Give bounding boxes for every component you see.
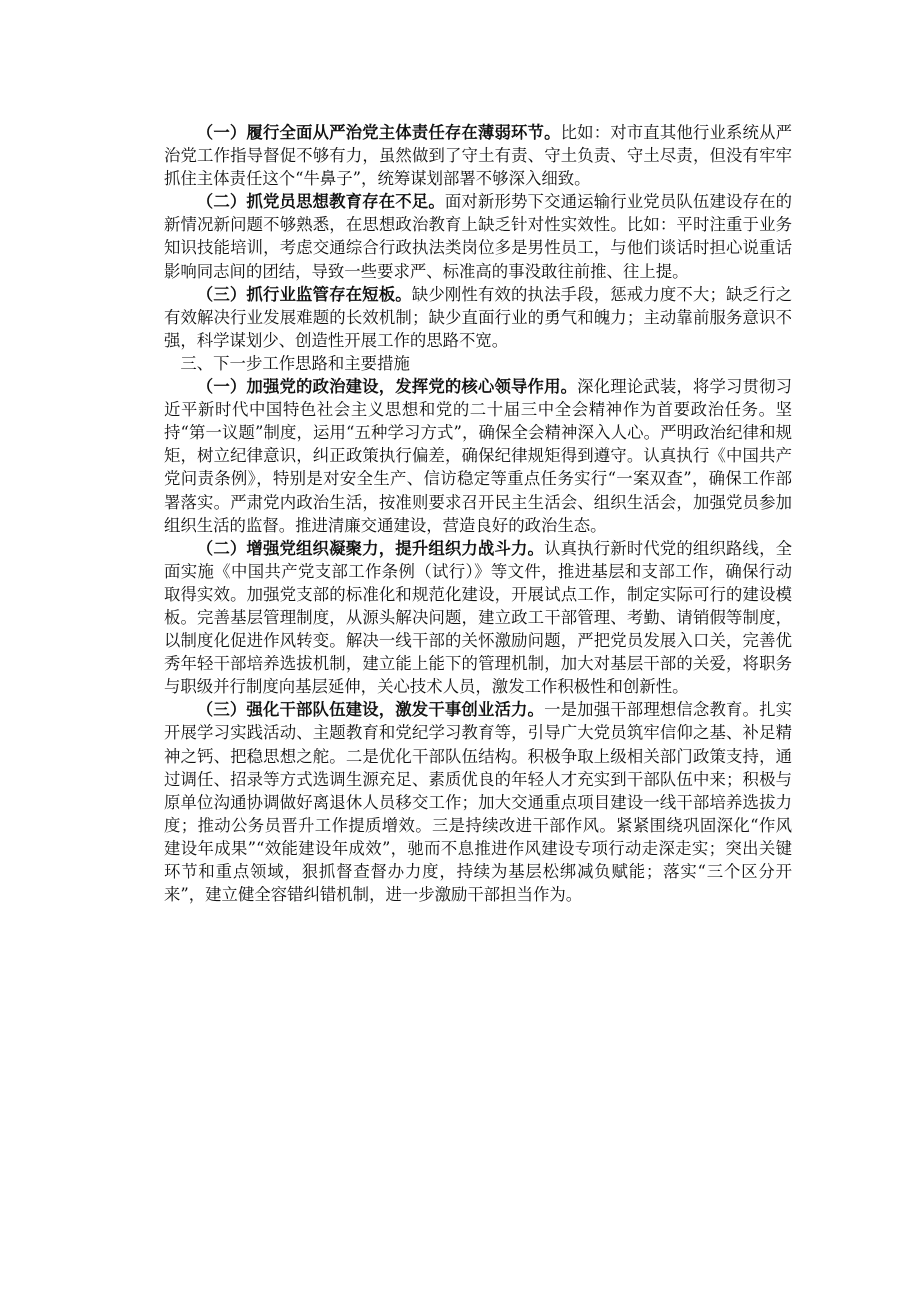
paragraph-weak-link bbox=[164, 121, 792, 190]
paragraph-organization-cohesion bbox=[164, 537, 792, 699]
paragraph-lead: （三）抓行业监管存在短板。 bbox=[196, 284, 412, 304]
paragraph-lead: （一）加强党的政治建设，发挥党的核心领导作用。 bbox=[196, 377, 578, 397]
paragraph-body: 比如：对市直其他行业系统从严治党工作指导督促不够有力，虽然做到了守土有责、守土负责、守土尽责，但没有牢牢抓住主体责任这个“牛鼻子”，统筹谋划部署不够深入细致。 bbox=[164, 123, 793, 189]
section-heading: 三、下一步工作思路和主要措施 bbox=[180, 353, 410, 373]
paragraph-lead: （二）增强党组织凝聚力，提升组织力战斗力。 bbox=[196, 538, 545, 558]
paragraph-industry-supervision bbox=[164, 283, 792, 352]
paragraph-body: 缺少刚性有效的执法手段，惩戒力度不大；缺乏行之有效解决行业发展难题的长效机制；缺少直面行业的勇气和魄力；主动靠前服务意识不强，科学谋划少、创造性开展工作的思路不宽。 bbox=[164, 284, 793, 350]
paragraph-cadre-team bbox=[164, 698, 792, 906]
paragraph-lead: （三）强化干部队伍建设，激发干事创业活力。 bbox=[196, 700, 545, 720]
paragraph-ideological-education bbox=[164, 190, 792, 282]
paragraph-political-building bbox=[164, 375, 792, 537]
paragraph-lead: （二）抓党员思想教育存在不足。 bbox=[196, 192, 445, 212]
paragraph-body: 一是加强干部理想信念教育。扎实开展学习实践活动、主题教育和党纪学习教育等，引导广大党员筑牢信仰之基、补足精神之钙、把稳思想之舵。二是优化干部队伍结构。积极争取上级相关部门政策支持，通过调任、招录等方式选调生源充足、素质优良的年轻人才充实到干部队伍中来；积极与原单位沟通协调做好离退休人员移交工作；加大交通重点项目建设一线干部培养选拔力度；推动公务员晋升工作提质增效。三是持续改进干部作风。紧紧围绕巩固深化“作风建设年成果”“效能建设年成效”，驰而不息推进作风建设专项行动走深走实；突出关键环节和重点领域，狠抓督查督办力度，持续为基层松绑减负赋能；落实“三个区分开来”，建立健全容错纠错机制，进一步激励干部担当作为。 bbox=[164, 700, 793, 905]
paragraph-body: 认真执行新时代党的组织路线，全面实施《中国共产党支部工作条例（试行）》等文件，推进基层和支部工作，确保行动取得实效。加强党支部的标准化和规范化建设，开展试点工作，制定实际可行的建设模板。完善基层管理制度，从源头解决问题，建立政工干部管理、考勤、请销假等制度，以制度化促进作风转变。解决一线干部的关怀激励问题，严把党员发展入口关，完善优秀年轻干部培养选拔机制，建立能上能下的管理机制，加大对基层干部的关爱，将职务与职级并行制度向基层延伸，关心技术人员，激发工作积极性和创新性。 bbox=[164, 538, 793, 697]
paragraph-lead: （一）履行全面从严治党主体责任存在薄弱环节。 bbox=[196, 123, 561, 142]
document-body bbox=[164, 121, 792, 906]
paragraph-body: 深化理论武装，将学习贯彻习近平新时代中国特色社会主义思想和党的二十届三中全会精神作为首要政治任务。坚持“第一议题”制度，运用“五种学习方式”，确保全会精神深入人心。严明政治纪律和规矩，树立纪律意识，纠正政策执行偏差，确保纪律规矩得到遵守。认真执行《中国共产党问责条例》，特别是对安全生产、信访稳定等重点任务实行“一案双查”，确保工作部署落实。严肃党内政治生活，按准则要求召开民主生活会、组织生活会，加强党员参加组织生活的监督。推进清廉交通建设，营造良好的政治生态。 bbox=[164, 377, 793, 535]
paragraph-body: 面对新形势下交通运输行业党员队伍建设存在的新情况新问题不够熟悉，在思想政治教育上缺乏针对性实效性。比如：平时注重于业务知识技能培训，考虑交通综合行政执法类岗位多是男性员工，与他们谈话时担心说重话影响同志间的团结，导致一些要求严、标准高的事没敢往前推、往上提。 bbox=[164, 192, 792, 281]
